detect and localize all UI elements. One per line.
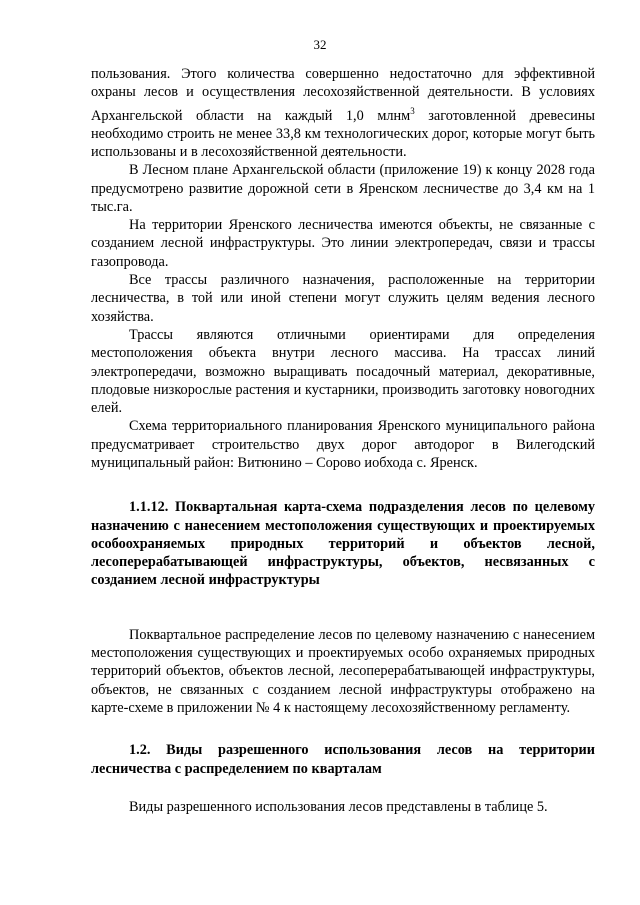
section-heading-1-2: 1.2. Виды разрешенного использования лесов на территории лесничества с распределением по кварталам: [91, 742, 595, 777]
document-body: [91, 65, 595, 816]
paragraph-table-reference: Виды разрешенного использования лесов представлены в таблице 5.: [129, 798, 548, 815]
superscript-3: 3: [410, 105, 415, 116]
paragraph-quarter-distribution: Поквартальное распределение лесов по целевому назначению с нанесением местоположения существующих и проектируемых особо охраняемых природных территорий объектов, объектов лесной, лесоперерабатывающей инфраструктуры, объектов, не связанных с созданием лесной инфраструктуры отображено на карте-схеме в приложении № 4 к настоящему лесохозяйственному регламенту.: [91, 626, 595, 716]
paragraph-routes-landmarks: Трассы являются отличными ориентирами для определения местоположения объекта внутри лесного массива. На трассах линий электропередачи, возможно выращивать посадочный материал, декоративные, плодовые низкорослые растения и кустарники, производить заготовку новогодних елей.: [91, 326, 595, 417]
paragraph-territorial-planning: Схема территориального планирования Яренского муниципального района предусматривает строительство двух дорог автодорог в Вилегодский муниципальный район: Витюнино – Сорово иобхода с. Яренск.: [91, 418, 595, 471]
paragraph-forest-plan: В Лесном плане Архангельской области (приложение 19) к концу 2028 года предусмотрено развитие дорожной сети в Яренском лесничестве до 3,4 км на 1 тыс.га.: [91, 162, 595, 215]
paragraph-road-density-text: пользования. Этого количества совершенно недостаточно для эффективной охраны лесов и осуществления лесохозяйственной деятельности. В условиях Архангельской области на каждый 1,0 млнм: [91, 66, 595, 124]
paragraph-road-density: [91, 65, 595, 161]
paragraph-routes-purpose: Все трассы различного назначения, расположенные на территории лесничества, в той или иной степени могут служить целям ведения лесного хозяйства.: [91, 272, 595, 325]
paragraph-non-forest-objects: На территории Яренского лесничества имеются объекты, не связанные с созданием лесной инфраструктуры. Это линии электропередач, связи и трассы газопровода.: [91, 217, 595, 270]
paragraph-road-density-tail: заготовленной древесины необходимо строить не менее 33,8 км технологических дорог, которые могут быть использованы и в лесохозяйственной деятельности.: [91, 107, 595, 160]
page-number: 32: [313, 37, 327, 52]
section-heading-1-1-12: 1.1.12. Поквартальная карта-схема подразделения лесов по целевому назначению с нанесением местоположения существующих и проектируемых особоохраняемых природных территорий и объектов лесной, лесоперерабатывающей инфраструктуры, объектов, несвязанных с созданием лесной инфраструктуры: [91, 499, 595, 589]
